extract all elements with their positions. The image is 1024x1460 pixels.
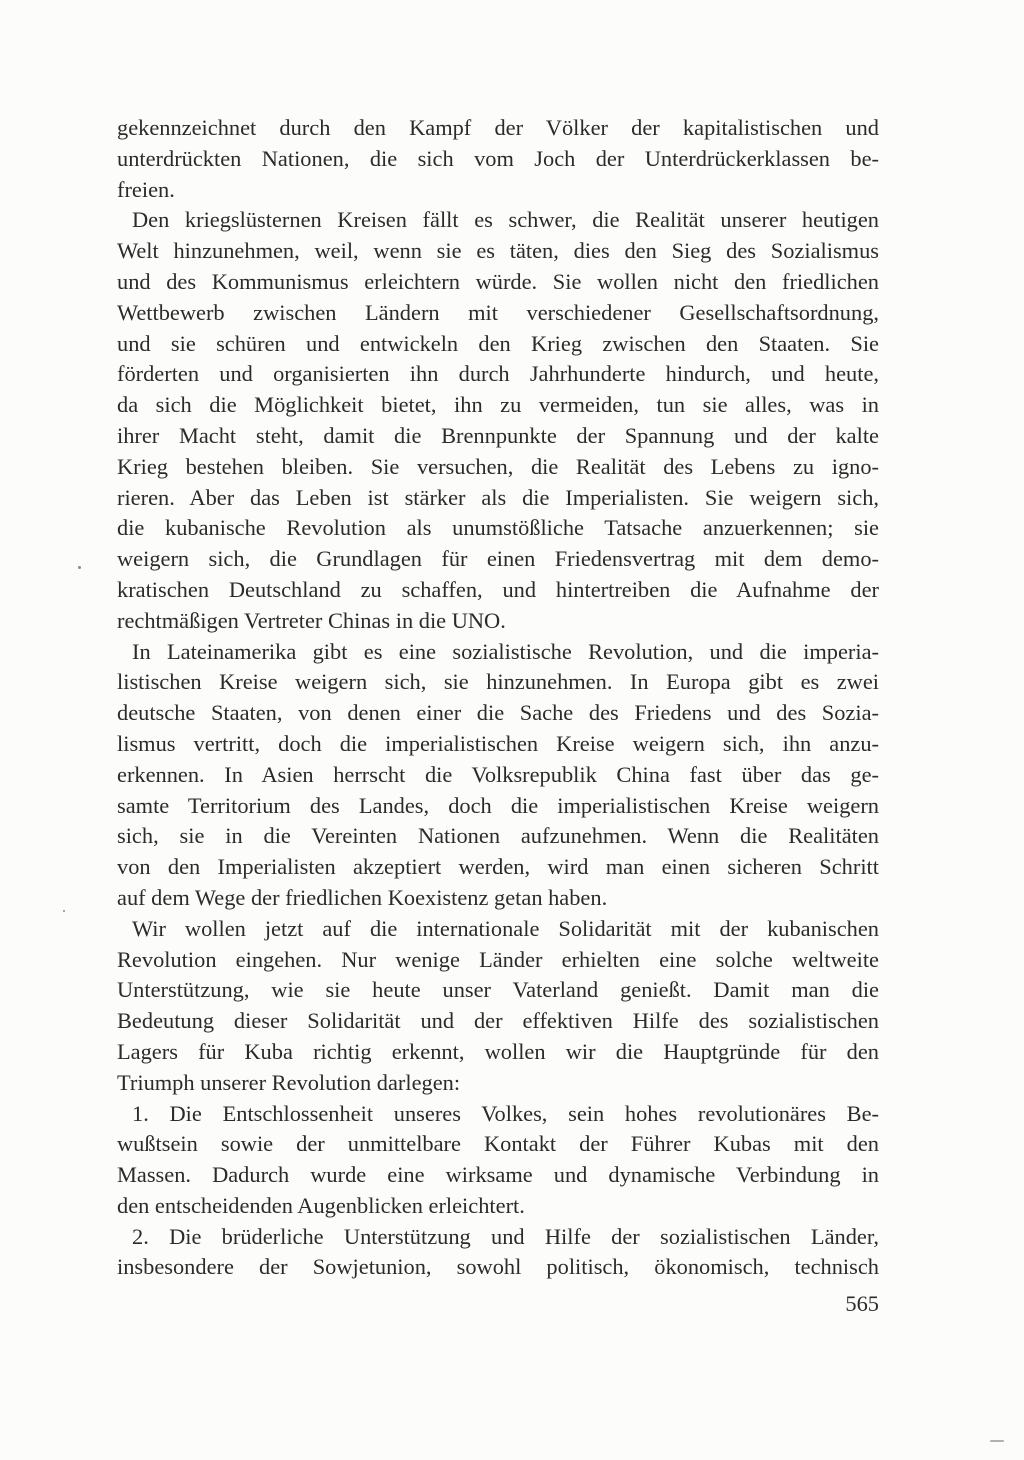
text-line: deutsche Staaten, von denen einer die Sache des Friedens und des Sozia- bbox=[117, 700, 879, 726]
text-line: Wettbewerb zwischen Ländern mit verschiedener Gesellschaftsordnung, bbox=[117, 299, 879, 325]
text-line: In Lateinamerika gibt es eine sozialistische Revolution, und die imperia- bbox=[132, 638, 879, 664]
text-line: Bedeutung dieser Solidarität und der effektiven Hilfe des sozialistischen bbox=[117, 1008, 879, 1034]
text-line: Revolution eingehen. Nur wenige Länder erhielten eine solche weltweite bbox=[117, 946, 879, 972]
scan-speck bbox=[78, 566, 81, 569]
text-line: rieren. Aber das Leben ist stärker als die Imperialisten. Sie weigern sich, bbox=[117, 484, 879, 510]
text-line: ihrer Macht steht, damit die Brennpunkte der Spannung und der kalte bbox=[117, 422, 879, 448]
text-line: wußtsein sowie der unmittelbare Kontakt der Führer Kubas mit den bbox=[117, 1131, 879, 1157]
body-text bbox=[117, 113, 879, 1283]
text-line: Triumph unserer Revolution darlegen: bbox=[117, 1069, 461, 1095]
text-line: Krieg bestehen bleiben. Sie versuchen, die Realität des Lebens zu igno- bbox=[117, 453, 879, 479]
text-line: auf dem Wege der friedlichen Koexistenz getan haben. bbox=[117, 884, 608, 910]
text-line: 1. Die Entschlossenheit unseres Volkes, sein hohes revolutionäres Be- bbox=[132, 1100, 879, 1126]
scan-speck bbox=[63, 910, 65, 912]
text-line: kratischen Deutschland zu schaffen, und hintertreiben die Aufnahme der bbox=[117, 576, 879, 602]
text-line: Massen. Dadurch wurde eine wirksame und dynamische Verbindung in bbox=[117, 1162, 879, 1188]
text-line: Welt hinzunehmen, weil, wenn sie es täten, dies den Sieg des Sozialismus bbox=[117, 238, 879, 264]
text-line: samte Territorium des Landes, doch die imperialistischen Kreise weigern bbox=[117, 792, 879, 818]
text-line: listischen Kreise weigern sich, sie hinzunehmen. In Europa gibt es zwei bbox=[117, 669, 879, 695]
text-line: förderten und organisierten ihn durch Jahrhunderte hindurch, und heute, bbox=[117, 361, 879, 387]
text-line: lismus vertritt, doch die imperialistischen Kreise weigern sich, ihn anzu- bbox=[117, 730, 879, 756]
text-line: Den kriegslüsternen Kreisen fällt es schwer, die Realität unserer heutigen bbox=[132, 207, 879, 233]
text-line: da sich die Möglichkeit bietet, ihn zu vermeiden, tun sie alles, was in bbox=[117, 392, 879, 418]
text-line: unterdrückten Nationen, die sich vom Joch der Unterdrückerklassen be- bbox=[117, 145, 879, 171]
text-line: Unterstützung, wie sie heute unser Vaterland genießt. Damit man die bbox=[117, 977, 879, 1003]
text-line: die kubanische Revolution als unumstößliche Tatsache anzuerkennen; sie bbox=[117, 515, 879, 541]
text-line: sich, sie in die Vereinten Nationen aufzunehmen. Wenn die Realitäten bbox=[117, 823, 879, 849]
text-line: und des Kommunismus erleichtern würde. Sie wollen nicht den friedlichen bbox=[117, 268, 879, 294]
text-line: weigern sich, die Grundlagen für einen Friedensvertrag mit dem demo- bbox=[117, 546, 879, 572]
text-line: insbesondere der Sowjetunion, sowohl politisch, ökonomisch, technisch bbox=[117, 1254, 879, 1280]
text-line: von den Imperialisten akzeptiert werden, wird man einen sicheren Schritt bbox=[117, 854, 879, 880]
text-line: freien. bbox=[117, 176, 175, 202]
page-number: 565 bbox=[845, 1291, 879, 1316]
text-line: Wir wollen jetzt auf die internationale Solidarität mit der kubanischen bbox=[132, 915, 879, 941]
text-line: den entscheidenden Augenblicken erleichtert. bbox=[117, 1192, 525, 1218]
text-line: Lagers für Kuba richtig erkennt, wollen wir die Hauptgründe für den bbox=[117, 1038, 879, 1064]
text-line: rechtmäßigen Vertreter Chinas in die UNO. bbox=[117, 607, 506, 633]
text-line: erkennen. In Asien herrscht die Volksrepublik China fast über das ge- bbox=[117, 761, 879, 787]
text-line: und sie schüren und entwickeln den Krieg zwischen den Staaten. Sie bbox=[117, 330, 879, 356]
text-line: gekennzeichnet durch den Kampf der Völker der kapitalistischen und bbox=[117, 115, 879, 140]
scan-speck bbox=[990, 1440, 1004, 1442]
text-line: 2. Die brüderliche Unterstützung und Hilfe der sozialistischen Länder, bbox=[132, 1223, 879, 1249]
